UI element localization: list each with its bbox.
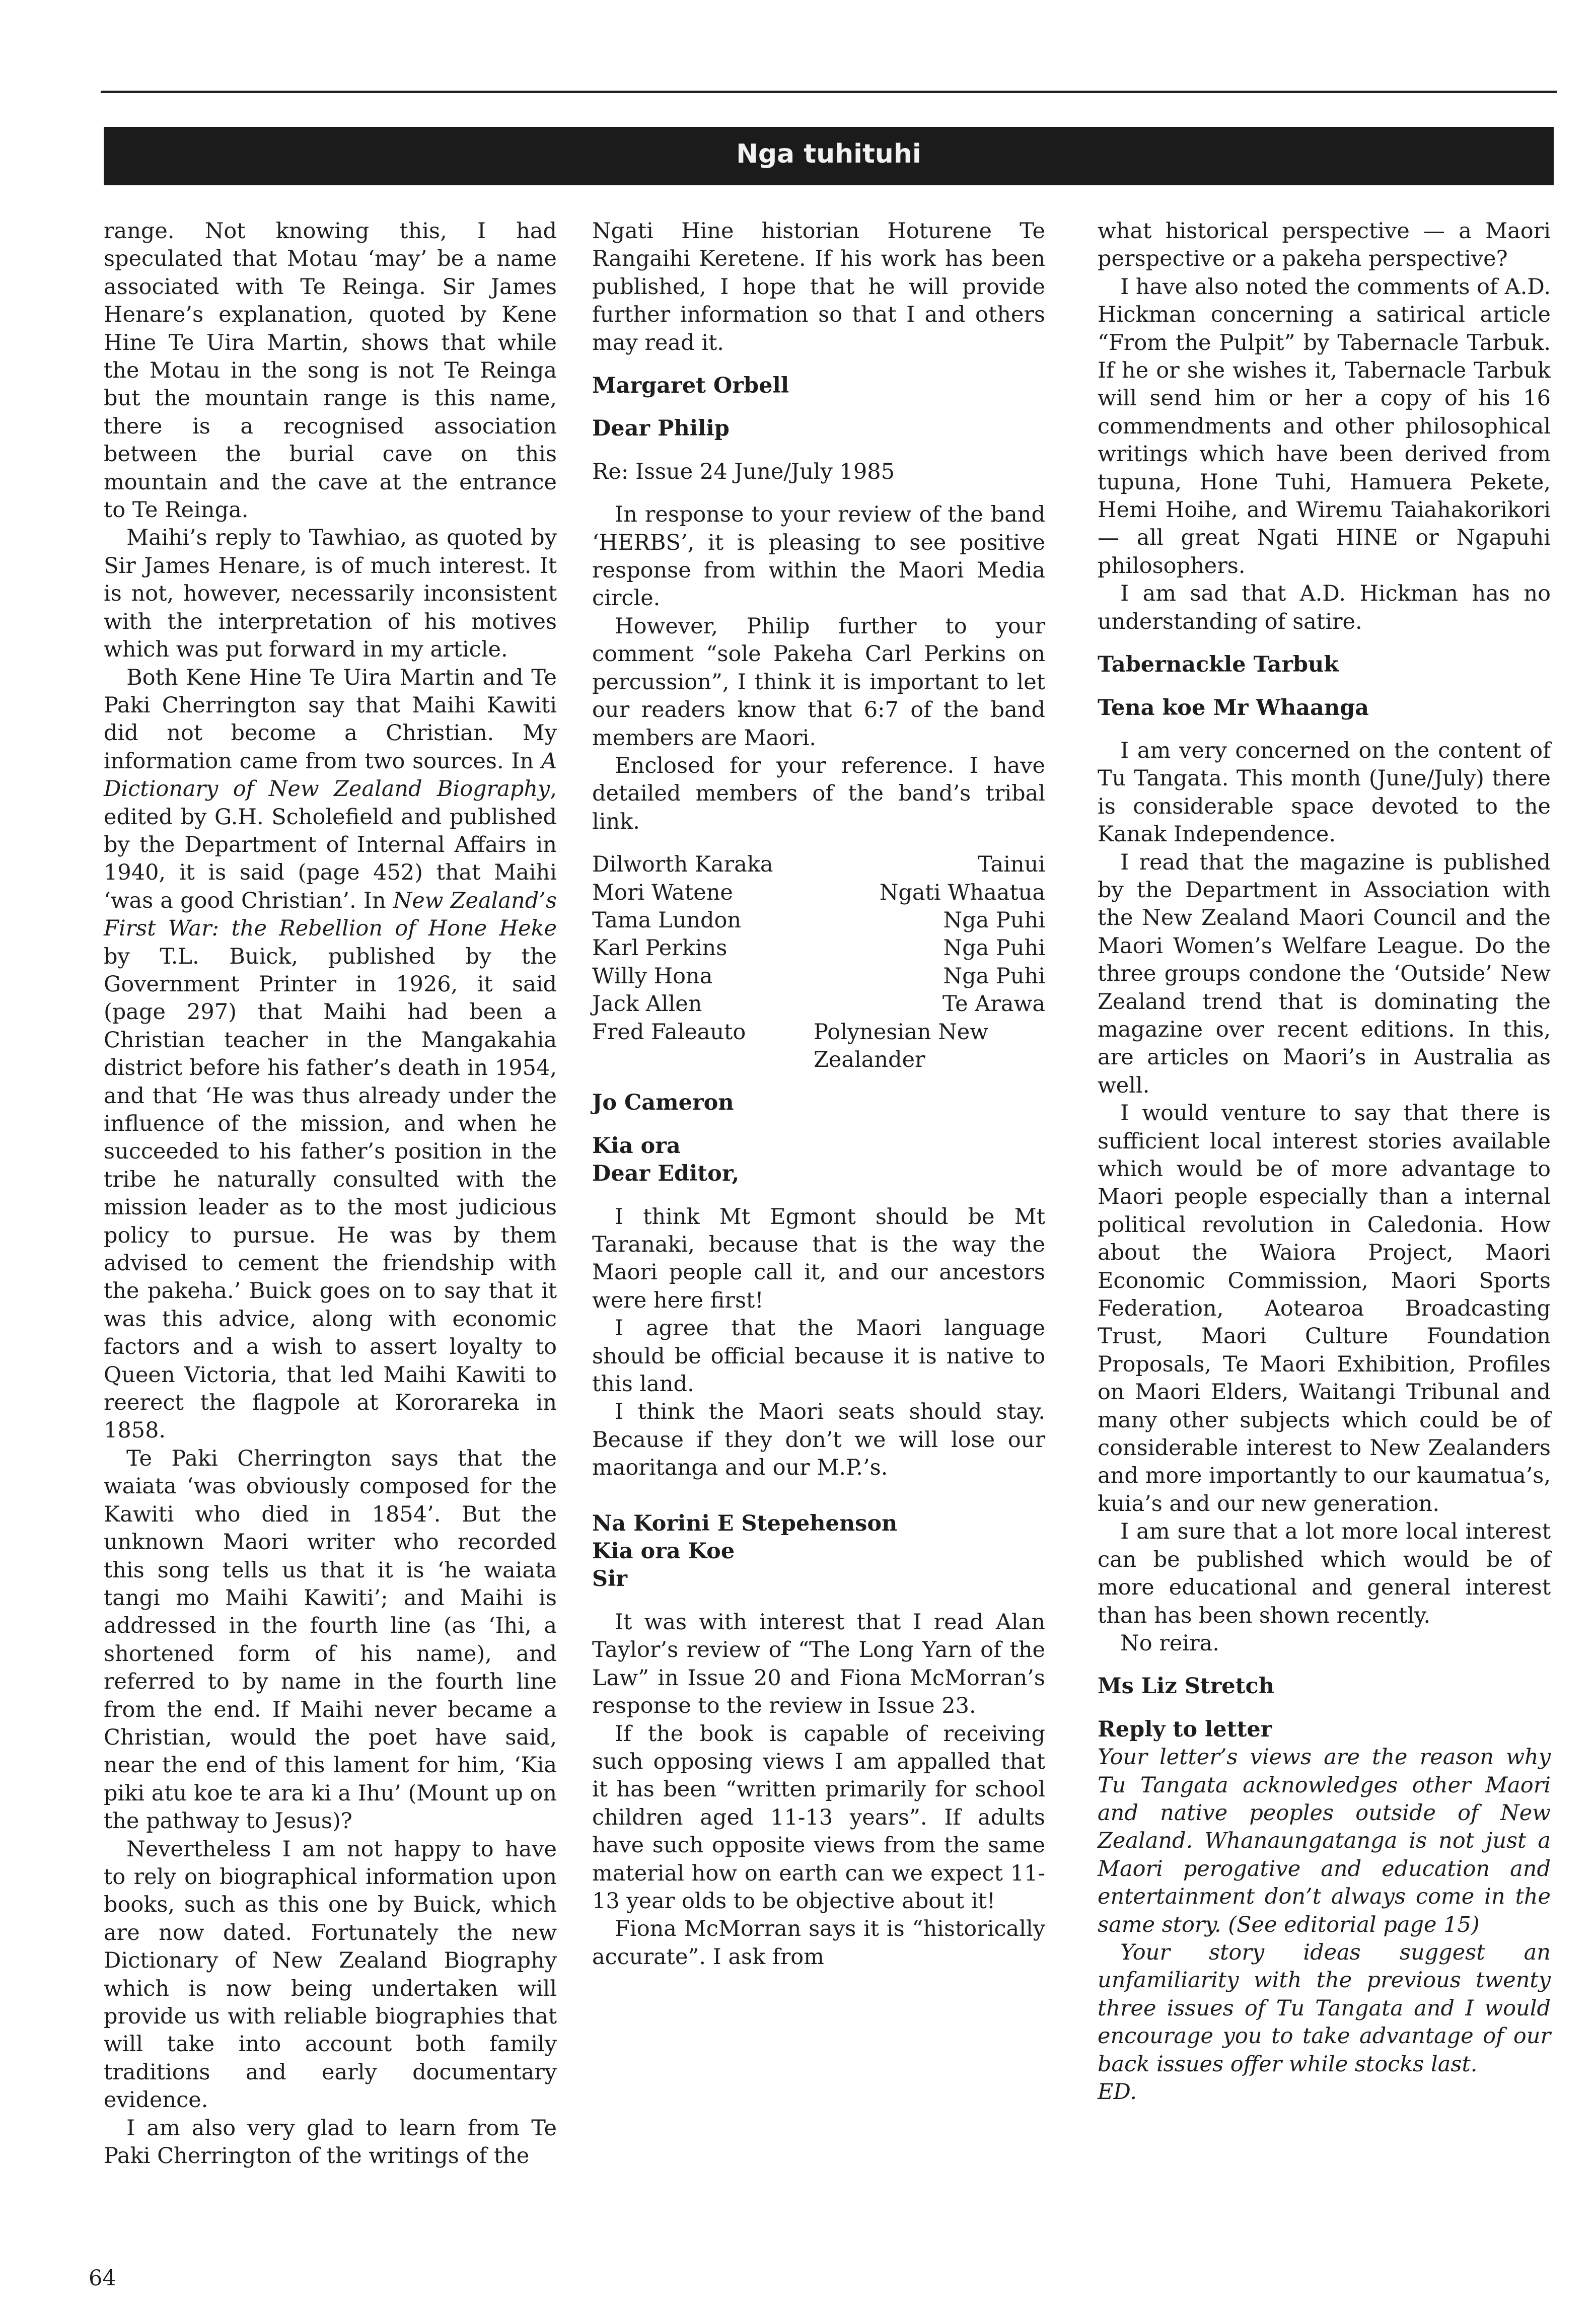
list-item bbox=[592, 1019, 1045, 1074]
paragraph: In response to your review of the band ‘HERBS’, it is pleasing to see positive response from within the Maori Media circle. bbox=[592, 502, 1045, 611]
paragraph: I think Mt Egmont should be Mt Taranaki, because that is the way the Maori people call it, and our ancestors were here first! bbox=[592, 1204, 1045, 1313]
letter-signature: Tabernackle Tarbuk bbox=[1098, 652, 1339, 678]
member-tribe: Polynesian New Zealander bbox=[814, 1019, 988, 1072]
text-run: by T.L. Buick, published by the Government Printer in 1926, it said (page 297) that Maihi had been a Christian teacher in the Mangakahia district before his father’s death in 1954, and that ‘He was thus already under the influence of the mission, and when he succeeded to his father’s position in the tribe he naturally consulted with the mission leader as to the most judicious policy to pursue. He was by them advised to cement the friendship with the pakeha.’ Buick goes on to say that it was this advice, along with economic factors and a wish to assert loyalty to Queen Victoria, that led Maihi Kawiti to reerect the flagpole at Kororareka in 1858. bbox=[104, 944, 557, 1443]
list-item bbox=[592, 907, 1045, 934]
letter-salutation: Tena koe Mr Whaanga bbox=[1098, 695, 1369, 720]
book-title: A Dictionary of New Zealand Biography bbox=[104, 748, 557, 802]
letter-signature: Ms Liz Stretch bbox=[1098, 1674, 1274, 1699]
list-item bbox=[592, 851, 1045, 879]
letter-salutation: Dear Editor, bbox=[592, 1161, 740, 1187]
re-line: Re: Issue 24 June/July 1985 bbox=[592, 459, 895, 484]
list-item bbox=[592, 879, 1045, 907]
paragraph: Nevertheless I am not happy to have to rely on biographical information upon books, such as this one by Buick, which are now dated. Fortunately the new Dictionary of New Zealand Biography which is now being undertaken will provide us with reliable biographies that will take into account both family traditions and early documentary evidence. bbox=[104, 1836, 557, 2113]
member-tribe: Tainui bbox=[978, 852, 1045, 878]
paragraph: I read that the magazine is published by the Department in Association with the New Zealand Maori Council and the Maori Women’s Welfare League. Do the three groups condone the ‘Outside’ New Zealand trend that is dominating the magazine over recent editions. In this, are articles on Maori’s in Australia as well. bbox=[1098, 849, 1551, 1098]
member-name: Tama Lundon bbox=[592, 907, 742, 933]
text-run: , edited by G.H. Scholefield and published by the Department of Internal Affairs in 1940, it is said (page 452) that Maihi ‘was a good Christian’. In bbox=[104, 776, 557, 913]
paragraph: However, Philip further to your comment “sole Pakeha Carl Perkins on percussion”, I think it is important to let our readers know that 6:7 of the band members are Maori. bbox=[592, 613, 1045, 751]
paragraph: I would venture to say that there is sufficient local interest stories available which would be of more advantage to Maori people especially than a internal political revolution in Caledonia. How about the Waiora Project, Maori Economic Commission, Maori Sports Federation, Aotearoa Broadcasting Trust, Maori Culture Foundation Proposals, Te Maori Exhibition, Profiles on Maori Elders, Waitangi Tribunal and many other subjects which could be of considerable interest to New Zealanders and more importantly to our kaumatua’s, kuia’s and our new generation. bbox=[1098, 1101, 1551, 1516]
paragraph: It was with interest that I read Alan Taylor’s review of “The Long Yarn of the Law” in Issue 20 and Fiona McMorran’s response to the review in Issue 23. bbox=[592, 1609, 1045, 1719]
paragraph: If the book is capable of receiving such opposing views I am appalled that it has been “written primarily for school children aged 11-13 years”. If adults have such opposite views from the same material how on earth can we expect 11-13 year olds to be objective about it! bbox=[592, 1721, 1045, 1914]
paragraph: I am sad that A.D. Hickman has no understanding of satire. bbox=[1098, 581, 1551, 634]
paragraph: Te Paki Cherrington says that the waiata ‘was obviously composed for the Kawiti who died in 1854’. But the unknown Maori writer who recorded this song tells us that it is ‘he waiata tangi mo Maihi Kawiti’; and Maihi is addressed in the fourth line (as ‘Ihi, a shortened form of his name), and referred to by name in the fourth line from the end. If Maihi never became a Christian, would the poet have said, near the end of this lament for him, ‘Kia piki atu koe te ara ki a Ihu’ (Mount up on the pathway to Jesus)? bbox=[104, 1446, 557, 1834]
paragraph bbox=[104, 664, 557, 1445]
member-name: Dilworth Karaka bbox=[592, 852, 773, 878]
band-members-list bbox=[592, 851, 1045, 1074]
top-rule bbox=[101, 91, 1557, 93]
book-title: New Zealand’s First War: the Rebellion of Hone Heke bbox=[104, 888, 557, 942]
member-tribe: Te Arawa bbox=[942, 991, 1045, 1017]
paragraph: I have also noted the comments of A.D. Hickman concerning a satirical article “From the Pulpit” by Tabernacle Tarbuk. If he or she wishes it, Tabernacle Tarbuk will send him or her a copy of his 16 commendments and other philosophical writings which have been derived from tupuna, Hone Tuhi, Hamuera Pekete, Hemi Hoihe, and Wiremu Taiahakorikori — all great Ngati HINE or Ngapuhi philosophers. bbox=[1098, 274, 1551, 579]
paragraph: Fiona McMorran says it is “historically accurate”. I ask from bbox=[592, 1916, 1045, 1970]
reply-paragraph: Your letter’s views are the reason why Tu Tangata acknowledges other Maori and native peoples outside of New Zealand. Whanaungatanga is not just a Maori perogative and education and entertainment don’t always come in the same story. (See editorial page 15) bbox=[1098, 1745, 1551, 1937]
reply-paragraph: Your story ideas suggest an unfamiliarity with the previous twenty three issues of Tu Tangata and I would encourage you to take advantage of our back issues offer while stocks last. bbox=[1098, 1939, 1551, 2077]
paragraph: No reira. bbox=[1120, 1630, 1219, 1656]
column-1 bbox=[104, 218, 557, 2170]
member-name: Karl Perkins bbox=[592, 935, 728, 961]
list-item bbox=[592, 990, 1045, 1018]
member-tribe: Nga Puhi bbox=[943, 935, 1045, 961]
list-item bbox=[592, 963, 1045, 990]
reply-signature: ED. bbox=[1098, 2079, 1137, 2105]
letter-salutation: Sir bbox=[592, 1566, 628, 1592]
letter-signature: Margaret Orbell bbox=[592, 373, 789, 399]
letter-salutation: Dear Philip bbox=[592, 416, 730, 442]
letter-salutation: Kia ora Koe bbox=[592, 1539, 735, 1564]
reply-heading: Reply to letter bbox=[1098, 1716, 1272, 1742]
paragraph: I am sure that a lot more local interest can be published which would be of more educational and general interest than has been shown recently. bbox=[1098, 1519, 1551, 1628]
member-tribe: Nga Puhi bbox=[943, 963, 1045, 989]
member-name: Jack Allen bbox=[592, 991, 702, 1017]
letter-signature: Na Korini E Stepehenson bbox=[592, 1510, 898, 1536]
letter-salutation: Kia ora bbox=[592, 1133, 681, 1159]
section-title: Nga tuhituhi bbox=[736, 139, 921, 169]
paragraph: Ngati Hine historian Hoturene Te Rangaihi Keretene. If his work has been published, I hope that he will provide further information so that I and others may read it. bbox=[592, 219, 1045, 355]
member-name: Fred Faleauto bbox=[592, 1019, 746, 1045]
column-2 bbox=[592, 218, 1045, 1971]
section-header-bar bbox=[104, 127, 1554, 185]
paragraph: Maihi’s reply to Tawhiao, as quoted by Sir James Henare, is of much interest. It is not, however, necessarily inconsistent with the interpretation of his motives which was put forward in my article. bbox=[104, 525, 557, 663]
page-number: 64 bbox=[89, 2266, 116, 2291]
paragraph: Enclosed for your reference. I have detailed members of the band’s tribal link. bbox=[592, 753, 1045, 834]
list-item bbox=[592, 934, 1045, 962]
paragraph: I am also very glad to learn from Te Paki Cherrington of the writings of the bbox=[104, 2115, 557, 2169]
paragraph: I am very concerned on the content of Tu Tangata. This month (June/July) there is considerable space devoted to the Kanak Independence. bbox=[1098, 738, 1551, 847]
member-name: Willy Hona bbox=[592, 963, 713, 989]
member-tribe: Ngati Whaatua bbox=[879, 880, 1045, 905]
letter-signature: Jo Cameron bbox=[592, 1090, 734, 1116]
paragraph: I agree that the Maori language should be official because it is native to this land. bbox=[592, 1316, 1045, 1397]
paragraph: range. Not knowing this, I had speculated that Motau ‘may’ be a name associated with Te Reinga. Sir James Henare’s explanation, quoted by Kene Hine Te Uira Martin, shows that while the Motau in the song is not Te Reinga but the mountain range is this name, there is a recognised association between the burial cave on this mountain and the cave at the entrance to Te Reinga. bbox=[104, 219, 557, 523]
text-run: Both Kene Hine Te Uira Martin and Te Paki Cherrington say that Maihi Kawiti did not become a Christian. My information came from two sources. In bbox=[104, 665, 557, 774]
member-tribe: Nga Puhi bbox=[943, 907, 1045, 933]
column-3 bbox=[1098, 218, 1551, 2106]
member-name: Mori Watene bbox=[592, 880, 733, 905]
paragraph: I think the Maori seats should stay. Because if they don’t we will lose our maoritanga and our M.P.’s. bbox=[592, 1399, 1045, 1481]
paragraph: what historical perspective — a Maori perspective or a pakeha perspective? bbox=[1098, 219, 1551, 272]
